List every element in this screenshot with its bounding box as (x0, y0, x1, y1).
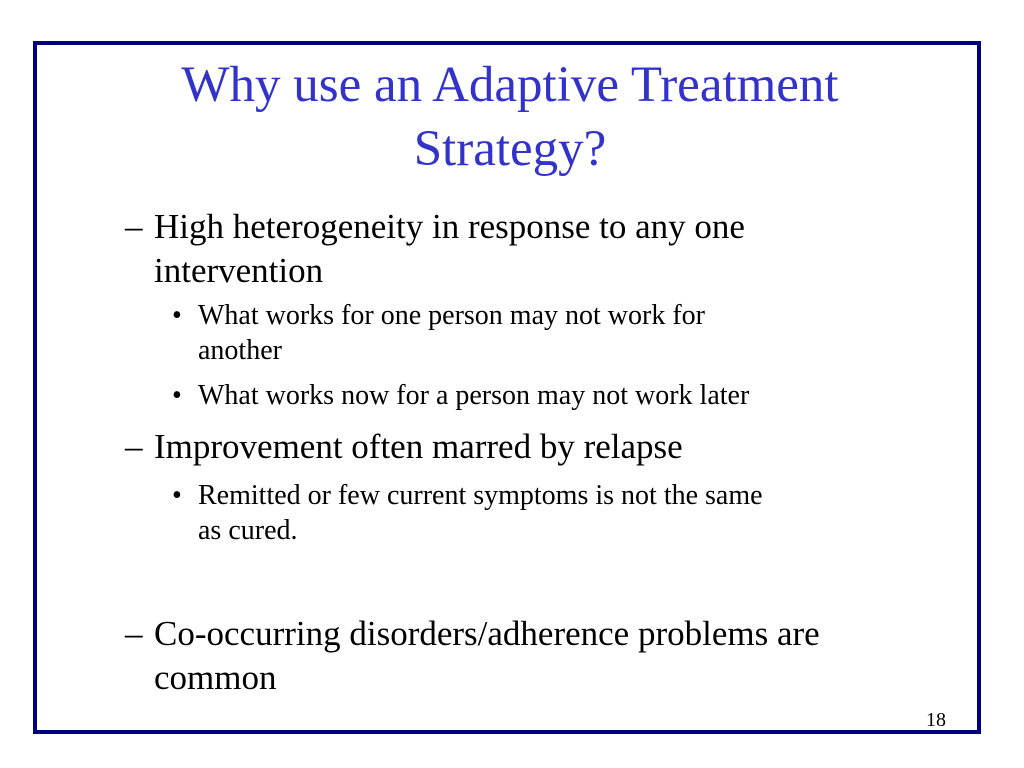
bullet-co-occurring (125, 612, 925, 700)
subbullet-text-line-2: another (198, 335, 282, 366)
subbullet-remitted (172, 478, 892, 548)
subbullet-text-line-1: What works for one person may not work for (198, 300, 705, 331)
page-number: 18 (926, 709, 946, 731)
slide-title (60, 53, 960, 181)
subbullet-text-line-1: Remitted or few current symptoms is not the same (198, 480, 763, 511)
dash-marker: – (125, 207, 143, 246)
bullet-text-line-1: Improvement often marred by relapse (154, 427, 683, 466)
title-line-2: Strategy? (413, 121, 607, 177)
bullet-relapse (125, 425, 885, 469)
dash-marker: – (125, 427, 143, 466)
bullet-text-line-1: Co-occurring disorders/adherence problems are (154, 614, 820, 653)
dash-marker: – (125, 614, 143, 653)
subbullet-text-line-2: as cured. (198, 515, 298, 546)
subbullet-text-line-1: What works now for a person may not work later (198, 380, 750, 411)
bullet-marker: • (172, 380, 182, 411)
bullet-heterogeneity (125, 205, 885, 293)
subbullet-one-person (172, 298, 872, 368)
title-line-1: Why use an Adaptive Treatment (181, 57, 839, 113)
bullet-text-line-2: common (154, 658, 277, 697)
bullet-marker: • (172, 300, 182, 331)
bullet-marker: • (172, 480, 182, 511)
subbullet-now-later (172, 378, 892, 413)
bullet-text-line-1: High heterogeneity in response to any one (154, 207, 745, 246)
bullet-text-line-2: intervention (154, 251, 324, 290)
